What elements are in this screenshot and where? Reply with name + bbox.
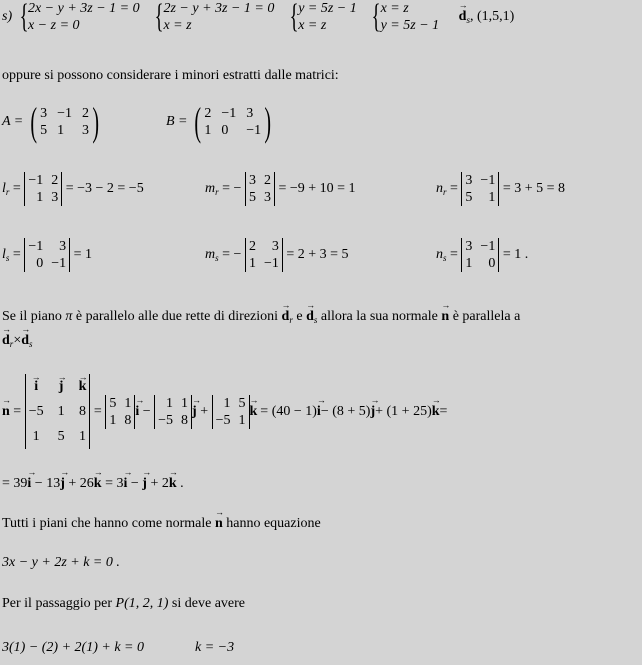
minor-n-s: $n_s$ = 3 −1 1 0 = 1 . <box>436 239 529 271</box>
system-3: { y = 5z − 1 x = z <box>289 0 357 35</box>
matrix-a-label: A = <box>2 114 24 130</box>
part-label: s) <box>2 9 13 25</box>
minor-k: 1 5 −5 1 <box>212 395 250 429</box>
determinant: −1 2 1 3 <box>24 172 62 206</box>
direction-vector-s: → $d_s$, (1,5,1) <box>459 9 515 24</box>
minor-m-s: $m_s$ = − 2 3 1 −1 = 2 + 3 = 5 <box>205 239 349 271</box>
paragraph-point: Per il passaggio per P(1, 2, 1) si deve avere <box>2 596 245 611</box>
intro-text: oppure si possono considerare i minori estratti dalle matrici: <box>2 68 339 83</box>
systems-line <box>2 0 514 34</box>
matrix-a: ( 3 −1 2 5 1 3 ) <box>30 99 99 144</box>
determinant-3x3: → i → j → k −5 1 8 1 5 1 <box>25 374 91 449</box>
cross-product: → $d_r\times\to d_s$ <box>2 333 33 349</box>
determinant: −1 3 0 −1 <box>24 238 70 272</box>
paragraph-parallel: Se il piano π è parallelo alle due rette di direzioni → $d_r$ $e \to d_s$ allora la sua normale → n è parallela a <box>2 309 520 325</box>
system-2: { 2z − y + 3z − 1 = 0 x = z <box>154 0 275 35</box>
determinant: 2 3 1 −1 <box>245 238 283 272</box>
final-equation: 3(1) − (2) + 2(1) + k = 0 <box>2 640 144 655</box>
minor-l-s: $l_s$ = −1 3 0 −1 = 1 <box>2 239 93 271</box>
minor-i: 5 1 1 8 <box>105 395 135 429</box>
minor-n-r: $n_r$ = 3 −1 5 1 = 3 + 5 = 8 <box>436 173 566 205</box>
normal-vector: → n <box>2 404 10 420</box>
paragraph-planes: Tutti i piani che hanno come normale → n hanno equazione <box>2 516 321 532</box>
determinant: 3 −1 5 1 <box>461 172 499 206</box>
matrix-b-label: B = <box>166 114 188 130</box>
minor-j: 1 1 −5 8 <box>154 395 192 429</box>
minor-l-r: $l_r$ = −1 2 1 3 = −3 − 2 = −5 <box>2 173 144 205</box>
final-k: k = −3 <box>195 640 235 655</box>
determinant: 3 2 5 3 <box>245 172 275 206</box>
matrix-b: ( 2 −1 3 1 0 −1 ) <box>194 99 272 144</box>
system-1: { 2x − y + 3z − 1 = 0 x − z = 0 <box>19 0 140 35</box>
matrix-b-line <box>166 99 274 144</box>
plane-equation: 3x − y + 2z + k = 0 . <box>2 555 120 570</box>
determinant: 3 −1 1 0 <box>461 238 499 272</box>
normal-result: = 39→ i − 13→ j + 26→ k = 3→ i − → j + 2→ k . <box>2 476 184 492</box>
minor-m-r: $m_r$ = − 3 2 5 3 = −9 + 10 = 1 <box>205 173 356 205</box>
system-4: { x = z y = 5z − 1 <box>371 0 440 35</box>
matrices-line <box>2 99 102 144</box>
normal-expansion: → n = → i → j → k −5 1 8 1 5 1 = 5 1 1 8 → i − 1 1 −5 8 → j + 1 5 −5 1 → k = (40 − 1) → i − (8 + 5) → j + (1 + 25) → k = <box>2 374 447 449</box>
